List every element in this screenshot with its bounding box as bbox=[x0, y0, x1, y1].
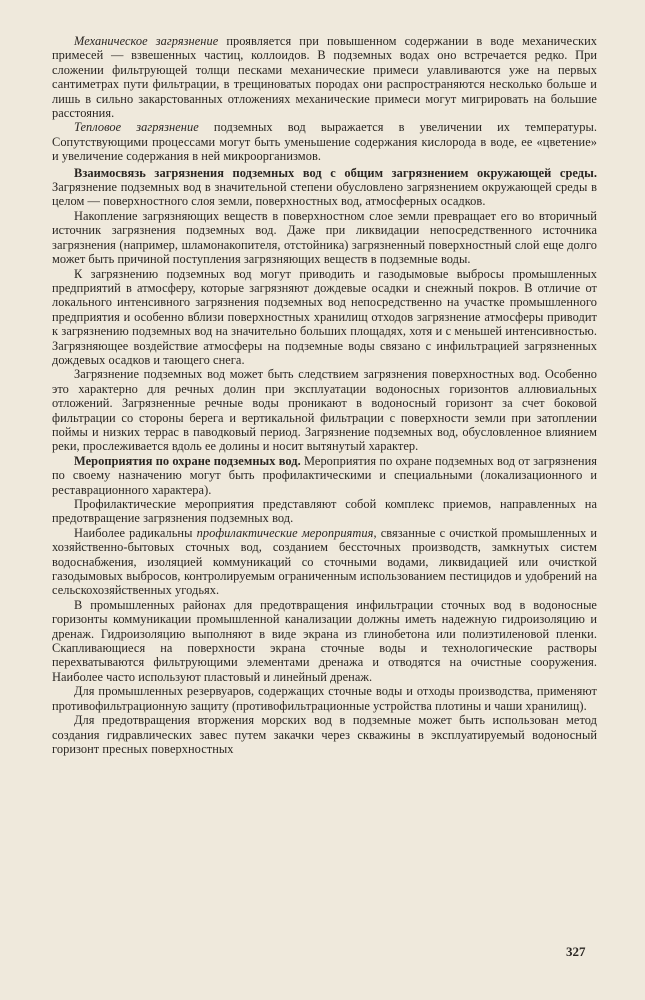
page-number: 327 bbox=[566, 944, 586, 959]
paragraph-prophylactic-definition: Профилактические мероприятия представляют собой комплекс приемов, направленных на предотвращение загрязнения подземных вод. bbox=[52, 497, 597, 526]
paragraph-reservoirs: Для промышленных резервуаров, содержащих сточные воды и отходы производства, применяют противофильтрационную защиту (противофильтрационные устройства плотины и чаши хранилищ). bbox=[52, 684, 597, 713]
section-heading-protection-measures: Мероприятия по охране подземных вод. bbox=[74, 453, 301, 468]
term-thermal-pollution: Тепловое загрязнение bbox=[74, 120, 199, 135]
paragraph-industrial-areas: В промышленных районах для предотвращения инфильтрации сточных вод в водоносные горизонты коммуникации промышленной канализации должны иметь надежную гидроизоляцию и дренаж. Гидроизоляцию выполняют в виде экрана из глинобетона или полиэтиленовой пленки. Скапливающиеся на поверхности экрана сточные воды и технологические растворы перехватываются фильтрующими элементами дренажа и отводятся на очистные сооружения. Наиболее часто используют пластовый и линейный дренаж. bbox=[52, 597, 597, 684]
paragraph-mechanical-pollution: Механическое загрязнение проявляется при повышенном содержании в воде механических примесей — взвешенных частиц, коллоидов. В подземных водах оно встречается редко. При сложении фильтрующей толщи песками механические примеси улавливаются уже на первых сантиметрах пути фильтрации, в трещиноватых породах они распространяются несколько больше и лишь в сильно закарстованных отложениях механические примеси могут мигрировать на большие расстояния. bbox=[52, 34, 597, 121]
paragraph-environment-link: Взаимосвязь загрязнения подземных вод с общим загрязнением окружающей среды. Загрязнение подземных вод в значительной степени обусловлено загрязнением окружающей среды в целом — поверхностного слоя земли, поверхностных вод, атмосферных осадков. bbox=[52, 165, 597, 209]
body-text bbox=[52, 34, 597, 756]
paragraph-seawater-intrusion: Для предотвращения вторжения морских вод в подземные может быть использован метод создания гидравлических завес путем закачки через скважины в эксплуатируемый водоносный горизонт пресных поверхностных bbox=[52, 713, 597, 756]
paragraph-soil-accumulation: Накопление загрязняющих веществ в поверхностном слое земли превращает его во вторичный источник загрязнения подземных вод. Даже при ликвидации непосредственного источника загрязнения (например, шламонакопителя, отстойника) загрязненный поверхностный слой еще долго может быть причиной поступления загрязняющих веществ в подземные воды. bbox=[52, 208, 597, 267]
paragraph-atmospheric-emissions: К загрязнению подземных вод могут приводить и газодымовые выбросы промышленных предприятий в атмосферу, которые загрязняют дождевые осадки и снежный покров. В отличие от локального интенсивного загрязнения подземных вод непосредственно на участке промышленного предприятия и особенно вблизи поверхностных хранилищ отходов загрязнение атмосферы приводит к загрязнению подземных вод на значительно больших площадях, хотя и с меньшей интенсивностью. Загрязняющее воздействие атмосферы на подземные воды связано с инфильтрацией загрязненных дождевых осадков и тающего снега. bbox=[52, 266, 597, 367]
paragraph-radical-measures: Наиболее радикальны профилактические мероприятия, связанные с очисткой промышленных и хозяйственно-бытовых сточных вод, созданием бессточных производств, замкнутых систем водоснабжения, изоляцией коммуникаций со сточными водами, ликвидацией или очисткой газодымовых выбросов, контролируемым ограниченным использованием пестицидов и удобрений на сельскохозяйственных угодьях. bbox=[52, 525, 597, 598]
paragraph-protection-measures: Мероприятия по охране подземных вод. Мероприятия по охране подземных вод от загрязнения по своему назначению могут быть профилактическими и специальными (локализационного и реставрационного характера). bbox=[52, 453, 598, 497]
term-mechanical-pollution: Механическое загрязнение bbox=[74, 34, 219, 48]
paragraph-surface-water: Загрязнение подземных вод может быть следствием загрязнения поверхностных вод. Особенно это характерно для речных долин при эксплуатации водоносных горизонтов аллювиальных отложений. Загрязненные речные воды проникают в водоносный горизонт за счет боковой фильтрации со стороны берега и вертикальной фильтрации с поверхности земли при затоплении поймы и низких террас в паводковый период. Загрязнение подземных вод, обусловленное влиянием реки, прослеживается вдоль ее долины и носит вытянутый характер. bbox=[52, 367, 597, 454]
paragraph-thermal-pollution: Тепловое загрязнение подземных вод выражается в увеличении их температуры. Сопутствующими процессами могут быть уменьшение содержания кислорода в воде, ее «цветение» и увеличение содержания в ней микроорганизмов. bbox=[52, 120, 598, 164]
section-heading-environment-link: Взаимосвязь загрязнения подземных вод с общим загрязнением окружающей среды. bbox=[74, 165, 597, 180]
term-prophylactic-measures: профилактические мероприятия bbox=[196, 525, 374, 540]
